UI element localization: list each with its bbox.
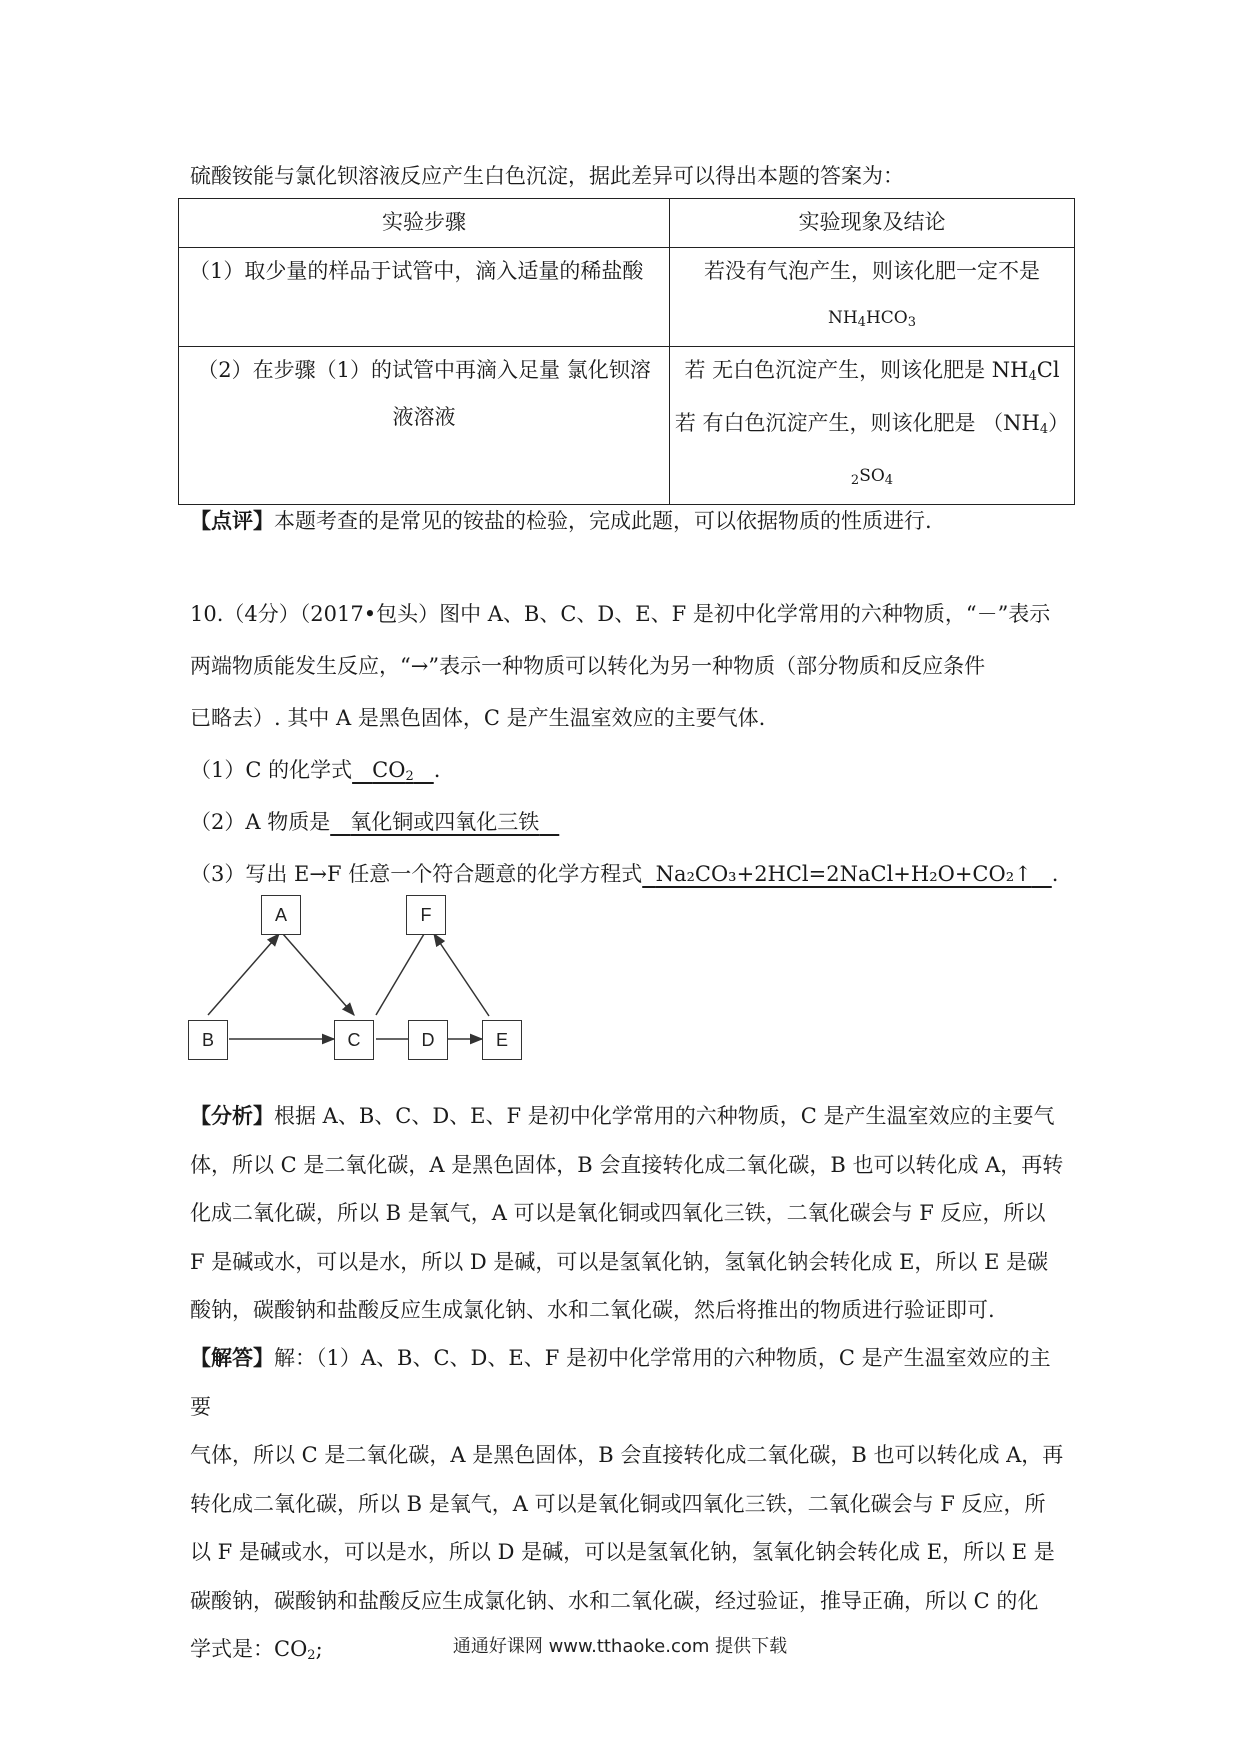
arrow-a-to-c: [283, 934, 354, 1015]
table-row: [179, 347, 1075, 505]
row1-result-formula: NH4HCO3: [827, 308, 917, 330]
header-results: 实验现象及结论: [670, 199, 1075, 248]
solution-paragraph: [190, 1334, 1070, 1681]
q1-answer: CO2: [372, 758, 414, 784]
intro-text: 硫酸铵能与氯化钡溶液反应产生白色沉淀，据此差异可以得出本题的答案为：: [190, 164, 904, 188]
page-footer: 通通好课网 www.tthaoke.com 提供下载: [452, 1636, 788, 1657]
node-f: F: [406, 895, 446, 935]
row2-result: [670, 347, 1075, 505]
solution-line: 碳酸钠，碳酸钠和盐酸反应生成氯化钠、水和二氧化碳，经过验证，推导正确，所以 C 的化: [190, 1588, 1039, 1613]
reaction-diagram: [186, 895, 586, 1075]
solution-line: 气体，所以 C 是二氧化碳，A 是黑色固体，B 会直接转化成二氧化碳，B 也可以转化成 A，再: [190, 1443, 1064, 1467]
header-steps: 实验步骤: [179, 199, 670, 248]
analysis-line: 【分析】根据 A、B、C、D、E、F 是初中化学常用的六种物质，C 是产生温室效应的主要气: [190, 1103, 1055, 1128]
row2-step: [179, 347, 670, 505]
node-c: C: [334, 1020, 374, 1060]
analysis-paragraph: [190, 1092, 1070, 1335]
node-d: D: [408, 1020, 448, 1060]
q10-line2: 两端物质能发生反应，“→”表示一种物质可以转化为另一种物质（部分物质和反应条件: [190, 654, 986, 678]
q10-sub1: （1）C 的化学式 CO2 .: [190, 758, 441, 784]
row2-step-line1: （2）在步骤（1）的试管中再滴入足量 氯化钡溶: [197, 358, 651, 382]
row2-step-line2: 液溶液: [392, 405, 456, 429]
node-a: A: [261, 895, 301, 935]
review-paragraph: [190, 505, 932, 535]
analysis-line: 化成二氧化碳，所以 B 是氧气，A 可以是氧化铜或四氧化三铁，二氧化碳会与 F 反应，所以: [190, 1201, 1046, 1225]
solution-line: 转化成二氧化碳，所以 B 是氧气，A 可以是氧化铜或四氧化三铁，二氧化碳会与 F 反应，所: [190, 1491, 1046, 1516]
solution-line: 【解答】解：（1）A、B、C、D、E、F 是初中化学常用的六种物质，C 是产生温室效应的主要: [190, 1345, 1051, 1419]
analysis-line: F 是碱或水，可以是水，所以 D 是碱，可以是氢氧化钠，氢氧化钠会转化成 E，所以 E 是碳: [190, 1249, 1049, 1274]
row2-result-line1: 若 无白色沉淀产生，则该化肥是 NH4Cl: [684, 358, 1060, 384]
q2-answer: 氧化铜或四氧化三铁: [350, 810, 540, 834]
q10-sub3: （3）写出 E→F 任意一个符合题意的化学方程式 Na₂CO₃+2HCl=2NaCl+H₂O+CO₂↑ .: [190, 862, 1059, 886]
analysis-line: 体，所以 C 是二氧化碳，A 是黑色固体，B 会直接转化成二氧化碳，B 也可以转化成 A，再转: [190, 1152, 1064, 1177]
row1-result-line1: 若没有气泡产生，则该化肥一定不是: [704, 259, 1040, 283]
solution-tag: 【解答】: [190, 1345, 274, 1370]
row1-result: [670, 248, 1075, 347]
solution-line: 以 F 是碱或水，可以是水，所以 D 是碱，可以是氢氧化钠，氢氧化钠会转化成 E，所以 E 是: [190, 1540, 1055, 1564]
row2-result-line3: 2SO4: [850, 466, 894, 488]
q10-line3: 已略去）. 其中 A 是黑色固体，C 是产生温室效应的主要气体.: [190, 706, 766, 730]
node-e: E: [482, 1020, 522, 1060]
q10-sub2: （2）A 物质是 氧化铜或四氧化三铁: [190, 806, 559, 836]
review-tag: 【点评】: [190, 508, 274, 533]
q3-answer: Na₂CO₃+2HCl=2NaCl+H₂O+CO₂↑: [655, 862, 1032, 886]
row1-step: （1）取少量的样品于试管中，滴入适量的稀盐酸: [179, 248, 670, 347]
arrow-e-to-f: [434, 934, 489, 1016]
analysis-tag: 【分析】: [190, 1103, 274, 1128]
arrow-b-to-a: [208, 934, 279, 1015]
q10-line1: 10.（4分）（2017•包头）图中 A、B、C、D、E、F 是初中化学常用的六种物质，“－”表示: [190, 602, 1051, 626]
line-c-f: [376, 934, 424, 1015]
node-b: B: [188, 1020, 228, 1060]
experiment-table: [178, 198, 1075, 505]
table-row: [179, 248, 1075, 347]
solution-last-line: 学式是：CO2;: [190, 1637, 323, 1663]
row2-result-line2: 若 有白色沉淀产生，则该化肥是 （NH4）: [674, 411, 1070, 437]
table-header-row: [179, 199, 1075, 248]
diagram-arrows: [186, 895, 586, 1075]
analysis-line: 酸钠，碳酸钠和盐酸反应生成氯化钠、水和二氧化碳，然后将推出的物质进行验证即可.: [190, 1298, 995, 1322]
review-text: 本题考查的是常见的铵盐的检验，完成此题，可以依据物质的性质进行.: [274, 509, 932, 533]
